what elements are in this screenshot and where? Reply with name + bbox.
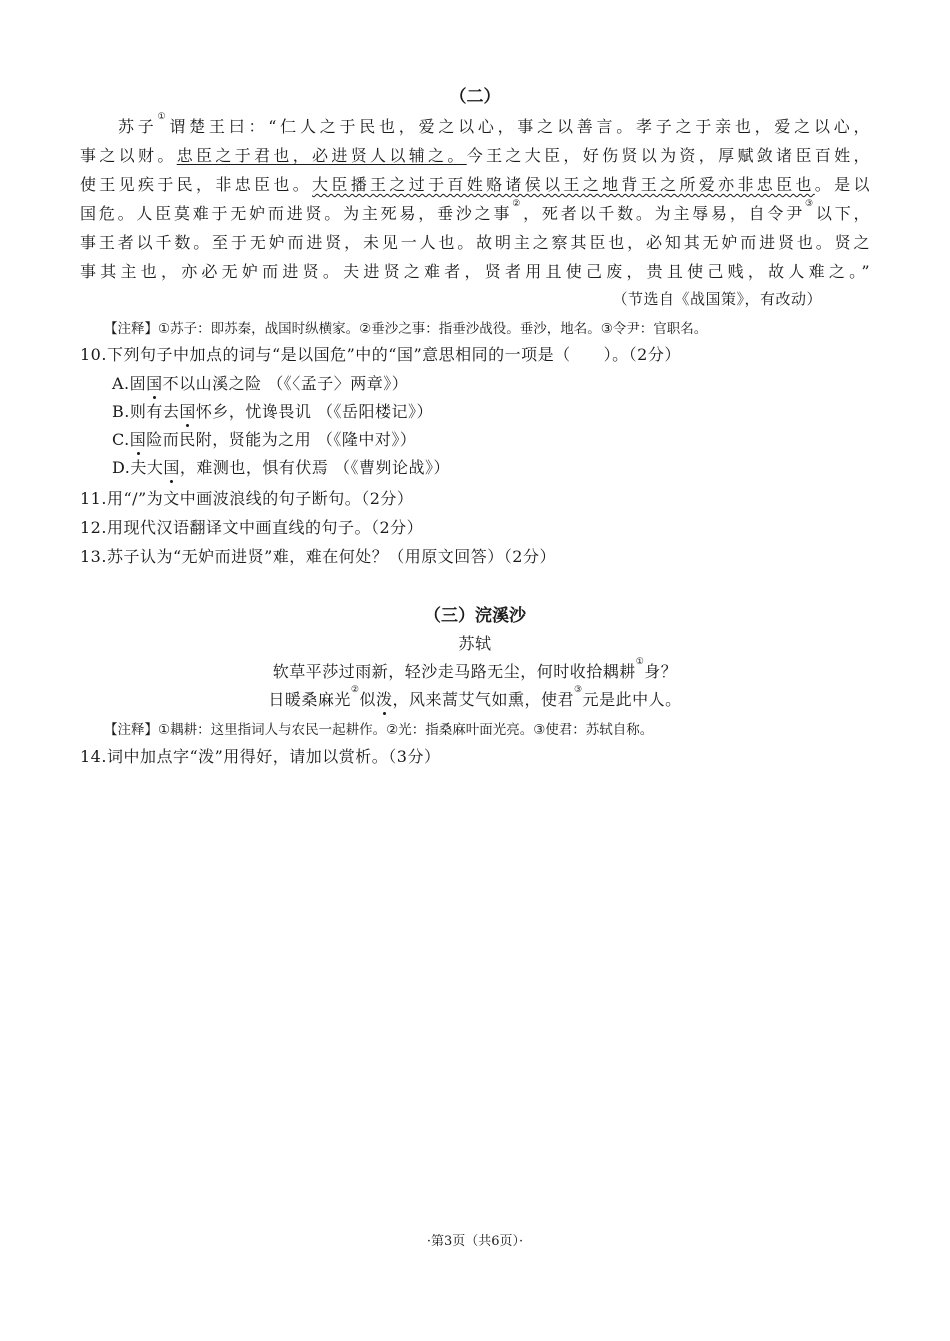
poem-author: 苏轼 bbox=[458, 634, 492, 653]
emphasis-dot-char: 泼 bbox=[375, 690, 393, 709]
passage-source: （节选自《战国策》，有改动） bbox=[612, 290, 822, 308]
section-3-title: （三）浣溪沙 bbox=[424, 606, 526, 626]
question-10: 10.下列句子中加点的词与“是以国危”中的“国”意思相同的一项是（ ）。（2分） bbox=[80, 345, 681, 364]
section-3-notes: 【注释】①耦耕：这里指词人与农民一起耕作。②光：指桑麻叶面光亮。③使君：苏轼自称。 bbox=[104, 722, 654, 738]
emphasis-dot-char: 国 bbox=[163, 458, 180, 477]
page-footer: ·第3页（共6页）· bbox=[426, 1234, 524, 1249]
question-10-option-c: C.国险而民附，贤能为之用 （《隆中对》） bbox=[112, 430, 417, 449]
poem-line-2: 日暖桑麻光②似泼，风来蒿艾气如熏，使君③元是此中人。 bbox=[268, 685, 682, 709]
question-10-option-d: D.夫大国，难测也，惧有伏焉 （《曹刿论战》） bbox=[112, 458, 450, 477]
passage-line-6: 事其主也，亦必无妒而进贤。夫进贤之难者，贤者用且使己废，贵且使己贱，故人难之。” bbox=[80, 262, 870, 281]
passage-line-1: 苏子①谓楚王曰：“仁人之于民也，爱之以心，事之以善言。孝子之于亲也，爱之以心， bbox=[118, 112, 870, 136]
section-2-notes: 【注释】①苏子：即苏秦，战国时纵横家。②垂沙之事：指垂沙战役。垂沙，地名。③令尹：官职名。 bbox=[104, 321, 708, 337]
question-11: 11.用“/”为文中画波浪线的句子断句。（2分） bbox=[80, 489, 414, 508]
wavy-underlined-sentence: 大臣播王之过于百姓赂诸侯以王之地背王之所爱亦非忠臣也 bbox=[312, 175, 815, 194]
emphasis-dot-char: 国 bbox=[146, 374, 163, 393]
passage-line-5: 事王者以千数。至于无妒而进贤，未见一人也。故明主之察其臣也，必知其无妒而进贤也。贤之 bbox=[80, 233, 870, 252]
question-14: 14.词中加点字“泼”用得好，请加以赏析。（3分） bbox=[80, 747, 441, 766]
question-10-option-b: B.则有去国怀乡，忧谗畏讥 （《岳阳楼记》） bbox=[112, 402, 433, 421]
question-13: 13.苏子认为“无妒而进贤”难，难在何处？（用原文回答）（2分） bbox=[80, 547, 556, 566]
emphasis-dot-char: 国 bbox=[179, 402, 196, 421]
passage-line-2: 事之以财。忠臣之于君也，必进贤人以辅之。今王之大臣，好伤贤以为资，厚赋敛诸臣百姓， bbox=[80, 146, 870, 165]
question-12: 12.用现代汉语翻译文中画直线的句子。（2分） bbox=[80, 518, 424, 537]
passage-line-4: 国危。人臣莫难于无妒而进贤。为主死易，垂沙之事②，死者以千数。为主辱易，自令尹③以下， bbox=[80, 199, 870, 223]
poem-line-1: 软草平莎过雨新，轻沙走马路无尘，何时收拾耦耕①身？ bbox=[272, 657, 678, 681]
straight-underlined-sentence: 忠臣之于君也，必进贤人以辅之。 bbox=[176, 146, 467, 165]
emphasis-dot-char: 国 bbox=[129, 430, 147, 449]
passage-line-3: 使王见疾于民，非忠臣也。大臣播王之过于百姓赂诸侯以王之地背王之所爱亦非忠臣也。是以 bbox=[80, 175, 870, 194]
question-10-option-a: A.固国不以山溪之险 （《〈孟子〉两章》） bbox=[112, 374, 409, 393]
section-2-title: （二） bbox=[449, 87, 501, 107]
